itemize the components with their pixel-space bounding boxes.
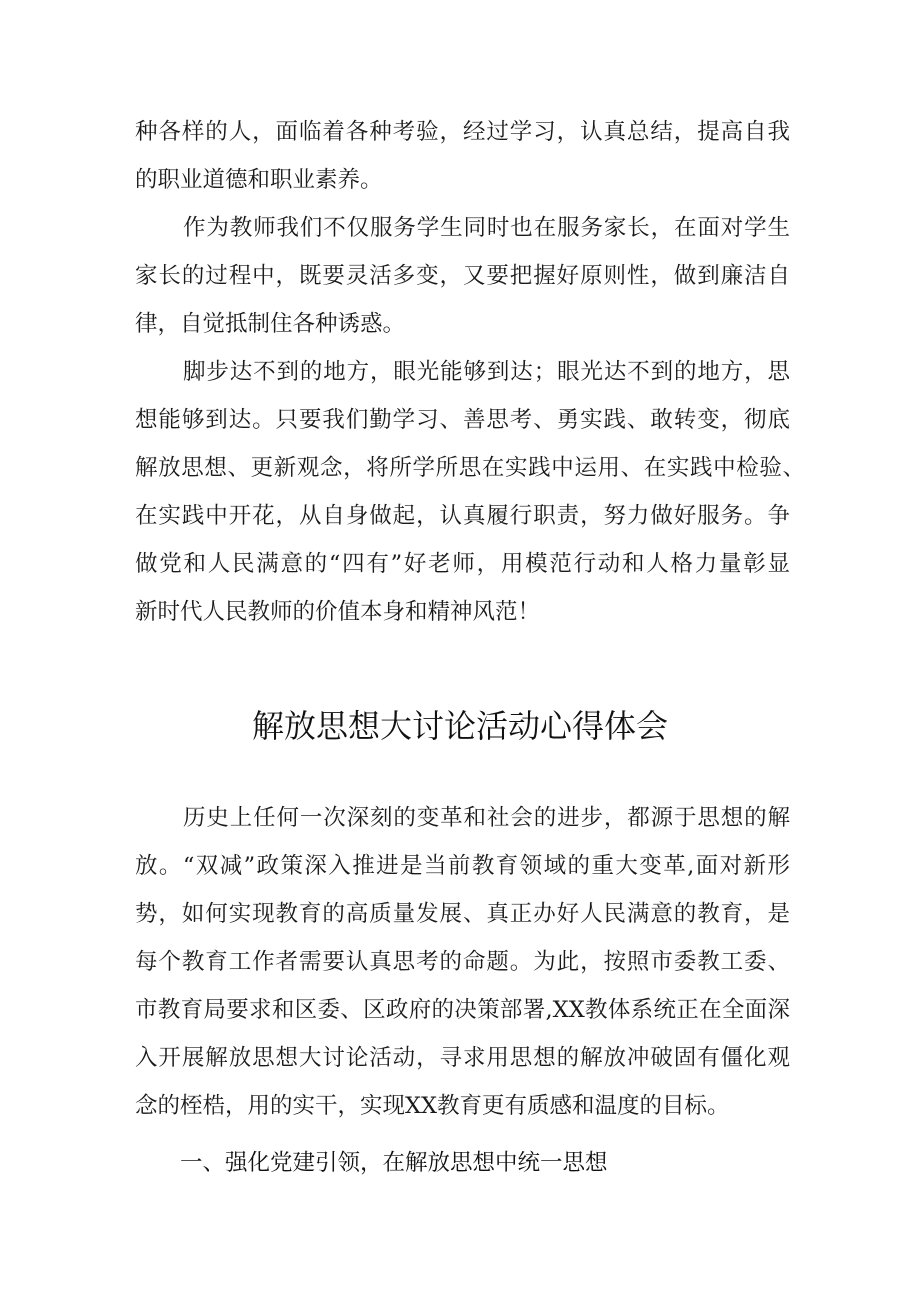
paragraph-line: 种各样的人，面临着各种考验，经过学习，认真总结，提高自我 xyxy=(135,119,790,145)
paragraph-line: 在实践中开花，从自身做起，认真履行职责，努力做好服务。争 xyxy=(135,503,790,529)
paragraph-line: 的职业道德和职业素养。 xyxy=(135,167,383,193)
paragraph-line: 每个教育工作者需要认真思考的命题。为此，按照市委教工委、 xyxy=(135,949,790,975)
paragraph-line: 解放思想、更新观念，将所学所思在实践中运用、在实践中检验、 xyxy=(135,455,805,481)
paragraph-line: 放。“双减”政策深入推进是当前教育领域的重大变革,面对新形 xyxy=(135,853,790,879)
document-title: 解放思想大讨论活动心得体会 xyxy=(251,707,668,745)
paragraph-line: 入开展解放思想大讨论活动，寻求用思想的解放冲破固有僵化观 xyxy=(135,1045,790,1071)
paragraph-line: 新时代人民教师的价值本身和精神风范！ xyxy=(135,599,541,625)
paragraph-line: 势，如何实现教育的高质量发展、真正办好人民满意的教育，是 xyxy=(135,901,790,927)
paragraph-line: 想能够到达。只要我们勤学习、善思考、勇实践、敢转变，彻底 xyxy=(135,407,790,433)
paragraph-line: 律，自觉抵制住各种诱惑。 xyxy=(135,311,406,337)
paragraph-line: 做党和人民满意的“四有”好老师，用模范行动和人格力量彰显 xyxy=(135,551,790,577)
paragraph-line: 念的桎梏，用的实干，实现XX教育更有质感和温度的目标。 xyxy=(135,1093,730,1119)
section-heading: 一、强化党建引领，在解放思想中统一思想 xyxy=(180,1150,608,1176)
paragraph-line: 脚步达不到的地方，眼光能够到达；眼光达不到的地方，思 xyxy=(183,359,790,385)
paragraph-line: 作为教师我们不仅服务学生同时也在服务家长，在面对学生 xyxy=(183,215,790,241)
paragraph-line: 市教育局要求和区委、区政府的决策部署,XX教体系统正在全面深 xyxy=(135,997,790,1023)
paragraph-line: 历史上任何一次深刻的变革和社会的进步，都源于思想的解 xyxy=(183,805,790,831)
paragraph-line: 家长的过程中，既要灵活多变，又要把握好原则性，做到廉洁自 xyxy=(135,263,790,289)
